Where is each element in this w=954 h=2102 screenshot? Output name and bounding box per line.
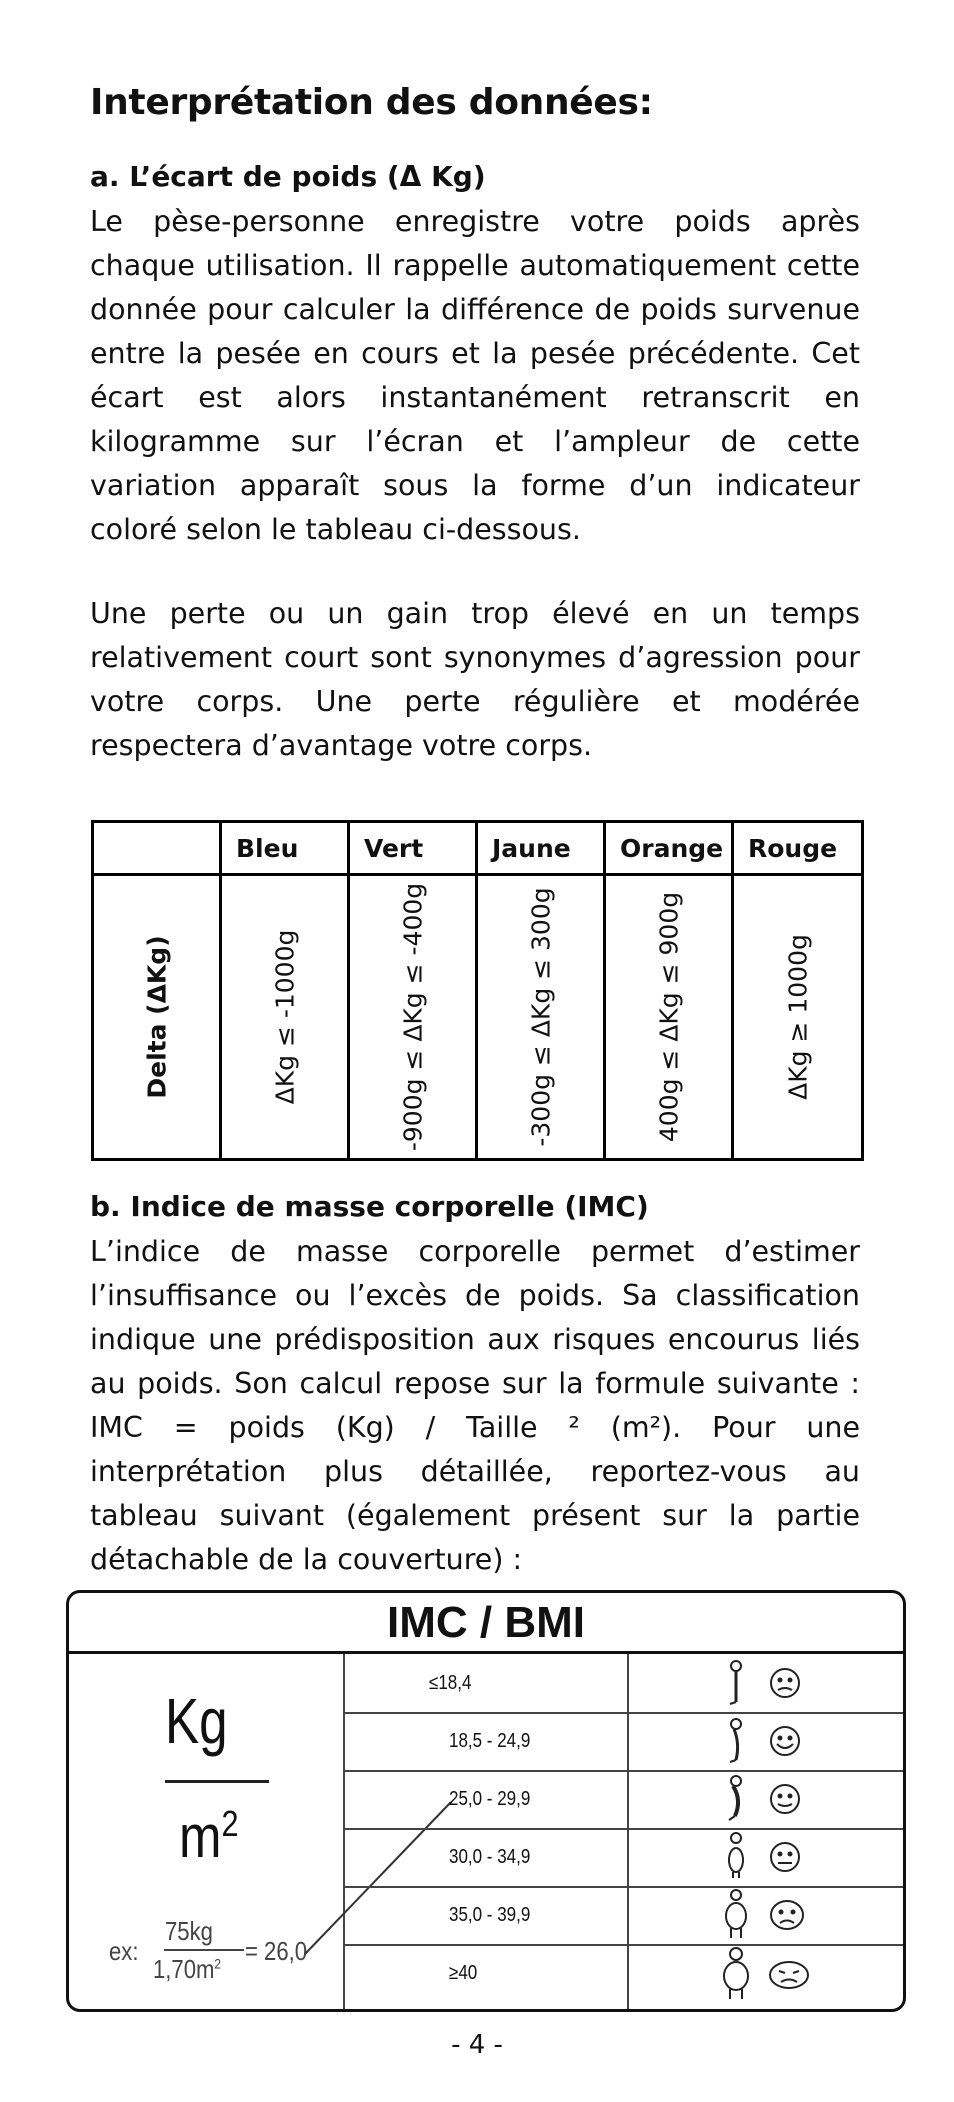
delta-color-table	[91, 820, 864, 1161]
formula-denominator-base: m	[179, 1803, 222, 1870]
imc-icons-3	[627, 1770, 905, 1828]
imc-range-5: 35,0 - 39,9	[449, 1904, 531, 1926]
example-result: = 26,0	[245, 1936, 308, 1966]
page-number: - 4 -	[451, 2030, 503, 2060]
value-cell-orange	[605, 875, 733, 1160]
example-prefix: ex:	[109, 1936, 139, 1966]
imc-range-6: ≥40	[449, 1962, 478, 1984]
imc-icons-2	[627, 1712, 905, 1770]
imc-icons-6	[627, 1944, 905, 2009]
row-label-cell	[93, 875, 221, 1160]
example-denominator-base: 1,70m	[153, 1954, 215, 1984]
figure-severe-obese-icon	[629, 1886, 905, 1944]
value-vert: -900g ≤ ΔKg ≤ -400g	[398, 882, 427, 1152]
section-a-paragraph-2: Une perte ou un gain trop élevé en un temps relativement court sont synonymes d’agression pour votre corps. Une perte régulière et modérée respectera d’avantage votre corps.	[90, 597, 860, 762]
figure-overweight-icon	[629, 1770, 905, 1828]
header-orange: Orange	[605, 822, 733, 875]
imc-range-3: 25,0 - 29,9	[449, 1788, 531, 1810]
imc-chart-box	[66, 1590, 906, 2012]
imc-row-2	[345, 1712, 903, 1772]
imc-title: IMC / BMI	[69, 1593, 903, 1654]
figure-very-thin-icon	[629, 1654, 905, 1712]
imc-row-4	[345, 1828, 903, 1888]
imc-row-3	[345, 1770, 903, 1830]
imc-grid	[69, 1654, 903, 2009]
header-jaune: Jaune	[477, 822, 605, 875]
row-label: Delta (ΔKg)	[142, 935, 171, 1099]
section-b-title: b. Indice de masse corporelle (IMC)	[90, 1190, 649, 1223]
value-cell-vert	[349, 875, 477, 1160]
figure-normal-icon	[629, 1712, 905, 1770]
value-cell-rouge	[733, 875, 863, 1160]
imc-icons-1	[627, 1654, 905, 1712]
imc-row-6	[345, 1944, 903, 2009]
formula-exponent: 2	[221, 1803, 239, 1844]
imc-range-4: 30,0 - 34,9	[449, 1846, 531, 1868]
value-bleu: ΔKg ≤ -1000g	[270, 929, 299, 1105]
header-bleu: Bleu	[221, 822, 349, 875]
example-numerator: 75kg	[165, 1916, 213, 1946]
header-empty	[93, 822, 221, 875]
section-b-paragraph: L’indice de masse corporelle permet d’estimer l’insuffisance ou l’excès de poids. Sa classification indique une prédisposition aux risques encourus liés au poids. Son calcul repose sur la formule suivante : IMC = poids (Kg) / Taille ² (m²). Pour une interprétation plus détaillée, reportez-vous au tableau suivant (également présent sur la partie détachable de la couverture) :	[90, 1235, 860, 1576]
value-cell-jaune	[477, 875, 605, 1160]
figure-obese-icon	[629, 1828, 905, 1886]
table-header-row	[93, 822, 863, 875]
section-a-title: a. L’écart de poids (Δ Kg)	[90, 160, 486, 193]
imc-icons-4	[627, 1828, 905, 1886]
example-denominator-exp: 2	[214, 1955, 222, 1972]
imc-icons-5	[627, 1886, 905, 1944]
section-a-paragraph-1: Le pèse-personne enregistre votre poids après chaque utilisation. Il rappelle automatiquement cette donnée pour calculer la différence de poids survenue entre la pesée en cours et la pesée précédente. Cet écart est alors instantanément retranscrit en kilogramme sur l’écran et l’ampleur de cette variation apparaît sous la forme d’un indicateur coloré selon le tableau ci-dessous.	[90, 205, 860, 546]
header-rouge: Rouge	[733, 822, 863, 875]
imc-range-1: ≤18,4	[429, 1672, 472, 1694]
value-cell-bleu	[221, 875, 349, 1160]
imc-row-1	[345, 1654, 903, 1714]
table-row	[93, 875, 863, 1160]
header-vert: Vert	[349, 822, 477, 875]
value-orange: 400g ≤ ΔKg ≤ 900g	[654, 891, 683, 1143]
imc-row-5	[345, 1886, 903, 1946]
figure-morbid-obese-icon	[629, 1944, 905, 2004]
value-jaune: -300g ≤ ΔKg ≤ 300g	[526, 887, 555, 1147]
imc-range-2: 18,5 - 24,9	[449, 1730, 531, 1752]
formula-numerator: Kg	[165, 1685, 228, 1757]
page-heading: Interprétation des données:	[90, 82, 653, 123]
value-rouge: ΔKg ≥ 1000g	[783, 934, 812, 1100]
